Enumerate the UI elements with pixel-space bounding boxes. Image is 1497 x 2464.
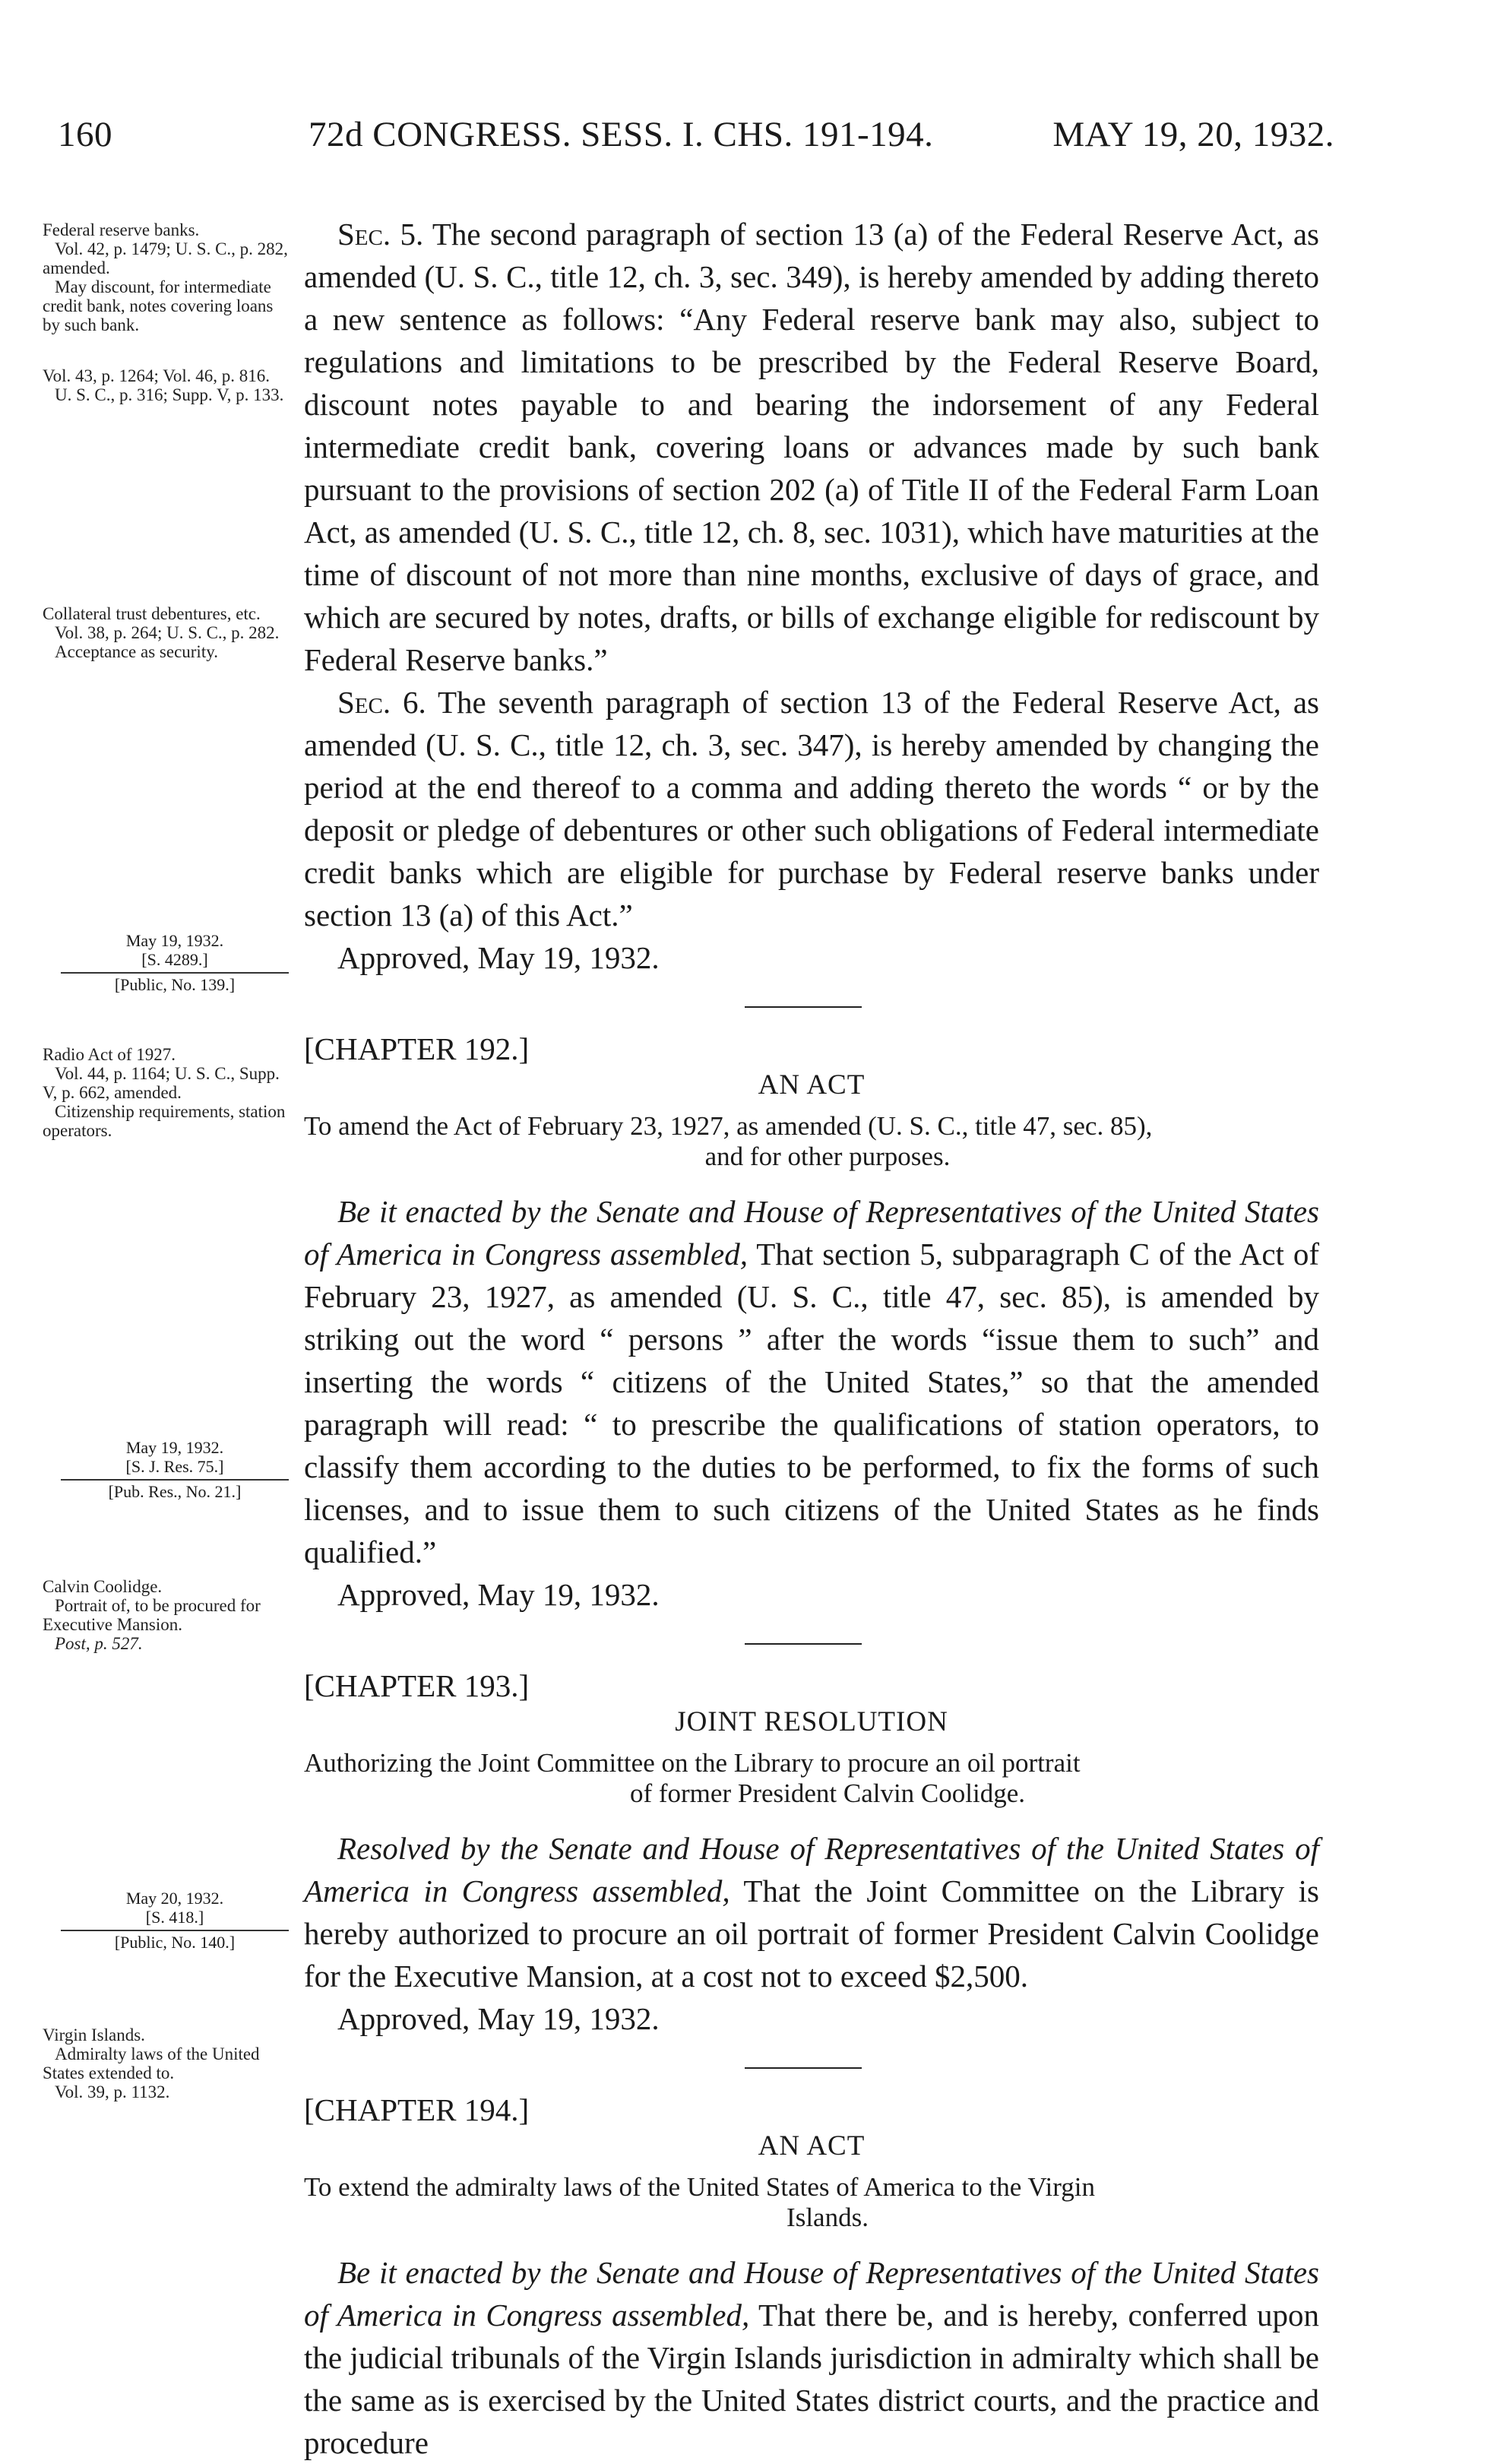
page-number: 160 xyxy=(58,115,112,154)
description-line: Authorizing the Joint Committee on the Library to procure an oil portrait xyxy=(304,1748,1081,1778)
header-date: MAY 19, 20, 1932. xyxy=(1052,115,1334,154)
margin-note: Federal reserve banks. xyxy=(43,220,200,239)
document-kind: JOINT RESOLUTION xyxy=(675,1706,948,1737)
margin-note: U. S. C., p. 316; Supp. V, p. 133. xyxy=(55,385,284,404)
slip-chapter-193 xyxy=(61,1438,289,1501)
description-line: Islands. xyxy=(786,2203,869,2232)
section-text: The second paragraph of section 13 (a) of the Federal Reserve Act, as amended (U. S. C., title 12, ch. 3, sec. 349), is hereby amended by adding thereto a new sentence as follows: “Any Federal reserve bank may also, subject to regulations and limitations to be prescribed by the Federal Reserve Board, discount notes payable to and bearing the indorsement of any Federal intermediate credit bank, covering loans or advances made by such bank pursuant to the provisions of section 202 (a) of Title II of the Federal Farm Loan Act, as amended (U. S. C., title 12, ch. 8, sec. 1031), which have maturities at the time of discount of not more than nine months, exclusive of days of grace, and which are secured by notes, drafts, or bills of exchange eligible for rediscount by Federal Reserve banks.” xyxy=(304,217,1319,677)
chapter-193-heading xyxy=(304,1664,1319,1703)
chapter-194-heading xyxy=(304,2089,1319,2127)
document-kind: AN ACT xyxy=(758,2130,866,2162)
slip-rule xyxy=(61,1479,289,1481)
margin-notes-ch192 xyxy=(43,1045,290,1140)
description-line: and for other purposes. xyxy=(704,1142,951,1171)
enacting-clause: Resolved by the Senate and House of Representatives of the United States of America in Congress assembled, xyxy=(304,1831,1319,1908)
section-5 xyxy=(304,213,1319,681)
margin-note: Citizenship requirements, station operators. xyxy=(43,1102,286,1140)
section-label: Sec. 5. xyxy=(337,217,424,252)
section-label: Sec. 6. xyxy=(337,685,426,720)
approved-line: Approved, May 19, 1932. xyxy=(337,940,660,975)
margin-note: Calvin Coolidge. xyxy=(43,1577,163,1596)
margin-note: Vol. 43, p. 1264; Vol. 46, p. 816. xyxy=(43,366,271,385)
slip-date: May 20, 1932. xyxy=(125,1889,224,1908)
margin-note: Portrait of, to be procured for Executive Mansion. xyxy=(43,1596,261,1634)
chapter-heading: [CHAPTER 193.] xyxy=(304,1668,530,1703)
margin-note: Vol. 44, p. 1164; U. S. C., Supp. V, p. 662, amended. xyxy=(43,1064,280,1102)
chapter-text: That section 5, subparagraph C of the Act of February 23, 1927, as amended (U. S. C., title 47, sec. 85), is amended by striking out the word “ persons ” after the words “issue them to such” and inserting the words “ citizens of the United States,” so that the amended paragraph will read: “ to prescribe the qualifications of station operators, to classify them according to the duties to be performed, to fix the forms of such licenses, and to issue them to such citizens of the United States as he finds qualified.” xyxy=(304,1237,1319,1569)
slip-rule xyxy=(61,1930,289,1931)
act-description xyxy=(304,1748,1319,1809)
margin-note: Acceptance as security. xyxy=(55,642,218,661)
slip-date: May 19, 1932. xyxy=(125,1438,224,1457)
chapter-heading: [CHAPTER 194.] xyxy=(304,2092,530,2127)
act-description xyxy=(304,2172,1319,2233)
margin-note: May discount, for intermediate credit bank, notes covering loans by such bank. xyxy=(43,277,274,334)
margin-note: Vol. 42, p. 1479; U. S. C., p. 282, amended. xyxy=(43,239,288,277)
slip-date: May 19, 1932. xyxy=(125,931,224,950)
margin-note: Vol. 38, p. 264; U. S. C., p. 282. xyxy=(55,623,280,642)
description-line: To amend the Act of February 23, 1927, as amended (U. S. C., title 47, sec. 85), xyxy=(304,1111,1153,1141)
section-text: The seventh paragraph of section 13 of the Federal Reserve Act, as amended (U. S. C., title 12, ch. 3, sec. 347), is hereby amended by changing the period at the end thereof to a comma and adding thereto the words “ or by the deposit or pledge of debentures or other such obligations of Federal intermediate credit banks which are eligible for purchase by Federal reserve banks under section 13 (a) of this Act.” xyxy=(304,685,1320,933)
chapter-text: That the Joint Committee on the Library is hereby authorized to procure an oil portrait of former President Calvin Coolidge for the Executive Mansion, at a cost not to exceed $2,500. xyxy=(304,1873,1319,1994)
slip-bill: [S. J. Res. 75.] xyxy=(125,1457,224,1476)
slip-bill: [S. 4289.] xyxy=(141,950,208,969)
slip-bill: [S. 418.] xyxy=(145,1908,204,1927)
chapter-text: That there be, and is hereby, conferred upon the judicial tribunals of the Virgin Islands jurisdiction in admiralty which shall be the same as is exercised by the United States district courts, and the practice and procedure xyxy=(304,2298,1319,2460)
margin-note: Vol. 39, p. 1132. xyxy=(55,2082,170,2101)
margin-note: Post, p. 527. xyxy=(55,1634,143,1653)
slip-public: [Public, No. 140.] xyxy=(114,1933,236,1952)
document-kind: AN ACT xyxy=(758,1069,866,1101)
margin-notes-sec6 xyxy=(43,604,290,661)
margin-note: Admiralty laws of the United States extended to. xyxy=(43,2044,260,2082)
enacting-clause: Be it enacted by the Senate and House of Representatives of the United States of America in Congress assembled, xyxy=(304,2255,1319,2333)
margin-note: Radio Act of 1927. xyxy=(43,1045,176,1064)
margin-notes-ch193 xyxy=(43,1577,290,1653)
margin-note: Virgin Islands. xyxy=(43,2025,145,2044)
chapter-194-text xyxy=(304,2251,1319,2464)
margin-notes-ch194 xyxy=(43,2025,290,2101)
description-line: of former President Calvin Coolidge. xyxy=(629,1778,1026,1808)
chapter-192-heading xyxy=(304,1028,1319,1066)
approved-line: Approved, May 19, 1932. xyxy=(337,2001,660,2036)
approved-line: Approved, May 19, 1932. xyxy=(337,1577,660,1612)
separator-rule xyxy=(745,1006,862,1008)
enacting-clause: Be it enacted by the Senate and House of Representatives of the United States of America in Congress assembled, xyxy=(304,1194,1319,1272)
header-title: 72d CONGRESS. SESS. I. CHS. 191-194. xyxy=(309,115,934,154)
slip-public: [Public, No. 139.] xyxy=(114,975,236,994)
slip-rule xyxy=(61,972,289,974)
act-description xyxy=(304,1111,1319,1172)
slip-chapter-194 xyxy=(61,1889,289,1952)
separator-rule xyxy=(745,1643,862,1645)
chapter-193-text xyxy=(304,1827,1319,1997)
margin-note: Collateral trust debentures, etc. xyxy=(43,604,261,623)
main-text xyxy=(304,213,1319,2464)
description-line: To extend the admiralty laws of the United States of America to the Virgin xyxy=(304,2172,1095,2202)
chapter-heading: [CHAPTER 192.] xyxy=(304,1031,530,1066)
running-header xyxy=(58,114,1334,160)
slip-chapter-192 xyxy=(61,931,289,994)
chapter-192-text xyxy=(304,1190,1319,1573)
section-6 xyxy=(304,681,1319,936)
margin-notes-sec5 xyxy=(43,220,290,404)
slip-public: [Pub. Res., No. 21.] xyxy=(108,1482,242,1501)
separator-rule xyxy=(745,2067,862,2069)
